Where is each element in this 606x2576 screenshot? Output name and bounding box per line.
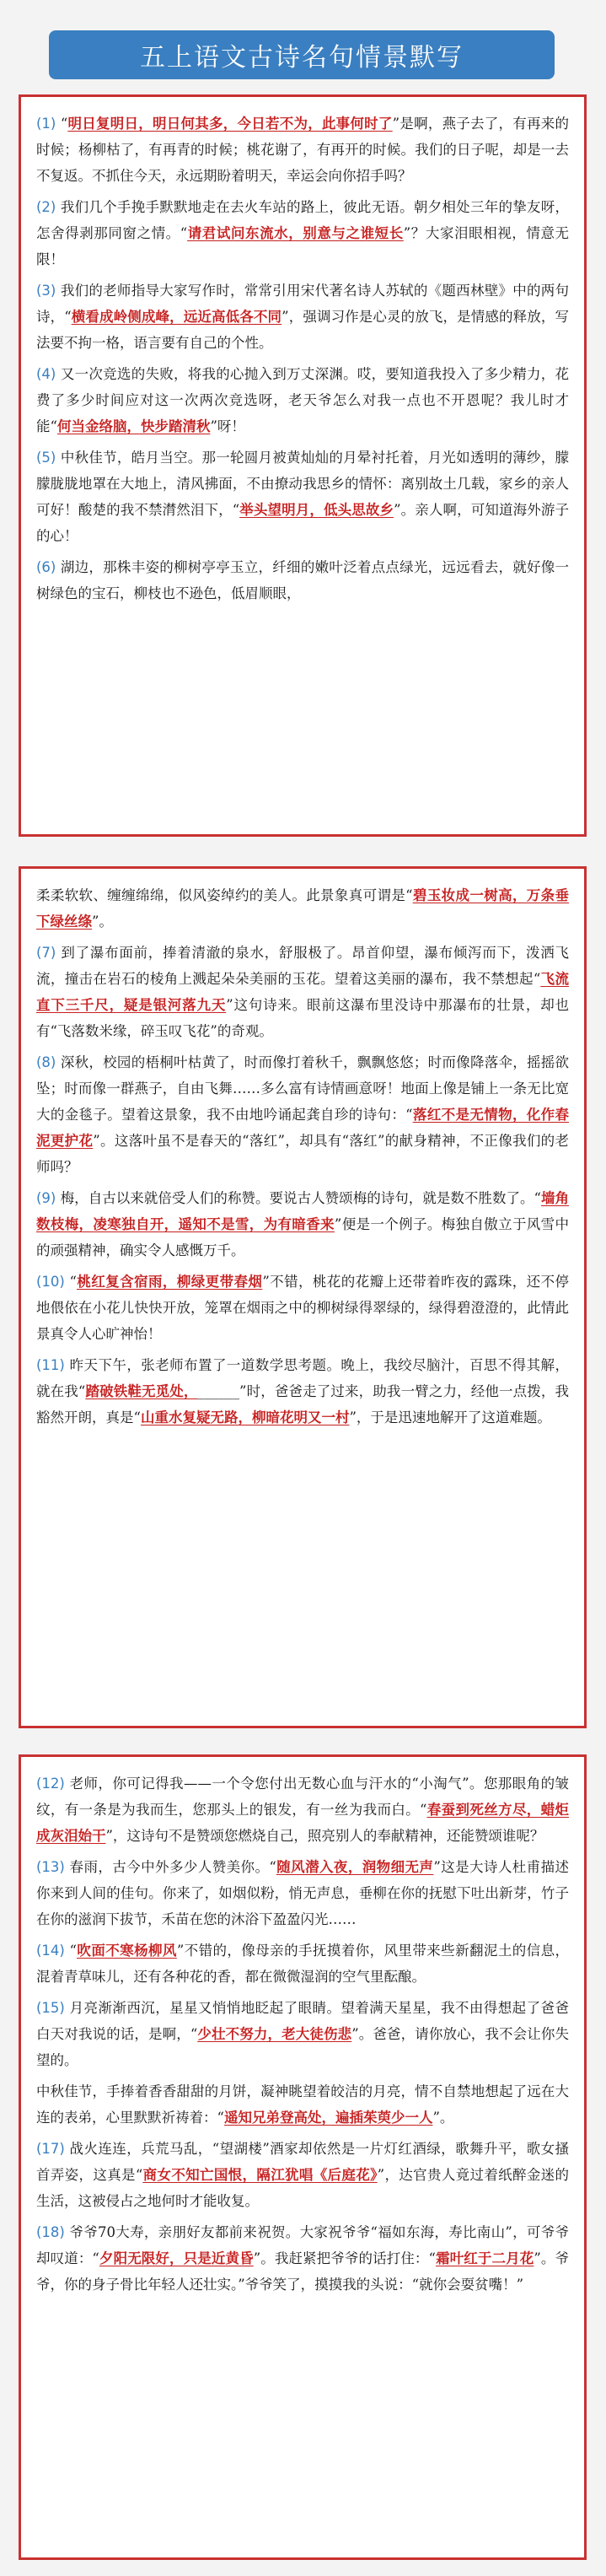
body-text: “ [180, 225, 188, 241]
item-number: (12) [36, 1776, 65, 1792]
body-text: ”是啊，燕子去了，有再来的时候；杨柳枯了，有再青的时候；桃花谢了，有再开的时候。我们的日子呢，却是一去不复返。不抓住今天，永远期盼着明天，幸运会向你招手吗？ [36, 116, 570, 184]
body-text: 湖边，那株丰姿的柳树亭亭玉立，纤细的嫩叶泛着点点绿光，远远看去，就好像一树绿色的宝石，柳枝也不逊色，低眉顺眼， [36, 559, 570, 601]
body-text: ”呀！ [210, 418, 245, 434]
body-text: ”。我赶紧把爷爷的话打住：“ [253, 2250, 436, 2266]
item-number: (11) [36, 1357, 65, 1373]
body-text: 我们的老师指导大家写作时，常常引用宋代著名诗人苏轼的《题西林壁》中的两句诗，“ [36, 283, 570, 325]
body-text: 梅，自古以来就倍受人们的称赞。要说古人赞颂梅的诗句，就是数不胜数了。“ [60, 1190, 541, 1206]
poem-quote: 春蚕到死丝方尽，蜡炬成灰泪始干 [36, 1802, 569, 1844]
body-text: ”不错的，像母亲的手抚摸着你，风里带来些新翻泥土的信息，混着青草味儿，还有各种花的香，都在微微湿润的空气里酝酿。 [36, 1943, 570, 1985]
item-number: (10) [36, 1274, 65, 1290]
poem-quote: 飞流直下三千尺，疑是银河落九天 [36, 971, 570, 1013]
item-number: (9) [36, 1190, 56, 1206]
poem-quote: 吹面不寒杨柳风 [76, 1943, 177, 1959]
paragraph [36, 1269, 569, 1347]
poem-quote: 桃红复含宿雨，柳绿更带春烟 [76, 1274, 263, 1290]
body-text: ”。 [92, 913, 113, 930]
body-text: ”？大家泪眼相视，情意无限！ [36, 225, 570, 267]
poem-quote: 踏破铁鞋无觅处， [85, 1383, 198, 1399]
poem-quote: 碧玉妆成一树高，万条垂下绿丝绦 [36, 887, 570, 930]
body-text: 深秋，校园的梧桐叶枯黄了，时而像打着秋千，飘飘悠悠；时而像降落伞，摇摇欲坠；时而像一群燕子，自由飞舞……多么富有诗情画意呀！地面上像是铺上一条无比宽大的金毯子。望着这景象，我不由地吟诵起龚自珍的诗句：“ [36, 1054, 570, 1123]
item-number: (15) [36, 2000, 65, 2016]
poem-quote: 夕阳无限好，只是近黄昏 [99, 2250, 254, 2266]
paragraph [36, 940, 569, 1044]
paragraph [36, 194, 569, 272]
poem-quote: 商女不知亡国恨，隔江犹唱《后庭花》 [142, 2167, 378, 2183]
poem-quote: 随风潜入夜，润物细无声 [276, 1859, 434, 1875]
poem-quote: 墙角数枝梅，凌寒独自开，遥知不是雪，为有暗香来 [36, 1190, 570, 1232]
paragraph [36, 1352, 569, 1431]
paragraph [36, 554, 569, 606]
body-text: ”这句诗来。眼前这瀑布里没诗中那瀑布的壮景，却也有“飞落数米缘，碎玉叹飞花”的奇观。 [36, 997, 570, 1039]
paragraph [36, 110, 569, 189]
item-number: (17) [36, 2141, 65, 2157]
poem-quote: 落红不是无情物，化作春泥更护花 [36, 1107, 570, 1149]
item-number: (18) [36, 2224, 65, 2240]
poem-quote: 举头望明月，低头思故乡 [239, 502, 394, 518]
poem-quote: 请君试问东流水，别意与之谁短长 [187, 225, 404, 241]
body-text: ______”时，爸爸走了过来，助我一臂之力，经他一点拨，我豁然开朗，真是“ [36, 1383, 570, 1425]
body-text: 昨天下午，张老师布置了一道数学思考题。晚上，我绞尽脑汁，百思不得其解，就在我“ [36, 1357, 569, 1399]
poem-quote: 横看成岭侧成峰，远近高低各不同 [71, 309, 282, 325]
body-text: ”不错，桃花的花瓣上还带着昨夜的露珠，还不停地偎依在小花儿快快开放，笼罩在烟雨之中的柳树绿得翠绿的，绿得碧澄澄的，此情此景真令人心旷神怡！ [36, 1274, 570, 1342]
paragraph [36, 361, 569, 439]
poem-quote: 少壮不努力，老大徒伤悲 [197, 2026, 352, 2042]
body-text: ”，这诗句不是赞颂您燃烧自己，照亮别人的奉献精神，还能赞颂谁呢？ [105, 1828, 544, 1844]
paragraph [36, 1049, 569, 1180]
body-text: 战火连连，兵荒马乱，“望湖楼”酒家却依然是一片灯红酒绿，歌舞升平，歌女搔首弄姿，这真是“ [36, 2141, 570, 2183]
item-number: (1) [36, 116, 56, 132]
item-number: (13) [36, 1859, 65, 1875]
paragraph [36, 1185, 569, 1264]
body-text: ”，于是迅速地解开了这道难题。 [349, 1409, 551, 1425]
poem-quote: 何当金络脑，快步踏清秋 [56, 418, 211, 434]
body-text: ”。亲人啊，可知道海外游子的心！ [36, 502, 570, 544]
paragraph [36, 2078, 569, 2131]
text-panel-3 [19, 1754, 587, 2560]
text-panel-1 [19, 94, 587, 837]
body-text: 柔柔软软、缠缠绵绵，似风姿绰约的美人。此景象真可谓是“ [36, 887, 413, 903]
body-text: ”。爷爷，你的身子骨比年轻人还壮实。”爷爷笑了，摸摸我的头说：“就你会耍贫嘴！” [36, 2250, 570, 2293]
body-text: 到了瀑布面前，捧着清澈的泉水，舒服极了。昂首仰望，瀑布倾泻而下，泼洒飞流，撞击在岩石的棱角上溅起朵朵美丽的玉花。望着这美丽的瀑布，我不禁想起“ [36, 945, 569, 987]
body-text: ”这是大诗人杜甫描述你来到人间的佳句。你来了，如烟似粉，悄无声息，垂柳在你的抚慰下吐出新芽，竹子在你的滋润下拔节，禾苗在您的沐浴下盈盈闪光…… [36, 1859, 570, 1927]
paragraph [36, 278, 569, 356]
body-text: ”。这落叶虽不是春天的“落红”，却具有“落红”的献身精神，不正像我们的老师吗？ [36, 1133, 569, 1175]
body-text: 中秋佳节，手捧着香香甜甜的月饼，凝神眺望着皎洁的月亮，情不自禁地想起了远在大连的表弟，心里默默祈祷着：“ [36, 2083, 569, 2126]
item-number: (3) [36, 283, 56, 299]
body-text: 又一次竞选的失败，将我的心抛入到万丈深渊。哎，要知道我投入了多少精力，花费了多少时间应对这一次两次竞选呀，老天爷怎么对我一点也不开恩呢？我儿时才能“ [36, 366, 570, 434]
paragraph [36, 1937, 569, 1990]
body-text: ”。爸爸，请你放心，我不会让你失望的。 [36, 2026, 570, 2068]
body-text: 爷爷70大寿，亲朋好友都前来祝贺。大家祝爷爷“福如东海，寿比南山”，可爷爷却叹道：“ [36, 2224, 569, 2266]
body-text: 月亮渐渐西沉，星星又悄悄地眨起了眼睛。望着满天星星，我不由得想起了爸爸白天对我说的话，是啊，“ [36, 2000, 569, 2042]
paragraph [36, 1995, 569, 2073]
paragraph [36, 445, 569, 549]
item-number: (8) [36, 1054, 56, 1070]
body-text: 我们几个手挽手默默地走在去火车站的路上，彼此无语。朝夕相处三年的挚友呀，怎舍得剥那同窗之情。 [36, 199, 570, 241]
body-text: ”。 [432, 2110, 454, 2126]
paragraph [36, 1854, 569, 1932]
paragraph [36, 882, 569, 935]
body-text: “ [69, 1274, 77, 1290]
body-text: 春雨，古今中外多少人赞美你。“ [69, 1859, 276, 1875]
body-text: 中秋佳节，皓月当空。那一轮圆月被黄灿灿的月晕衬托着，月光如透明的薄纱，朦朦胧胧地罩在大地上，清风拂面，不由撩动我思乡的情怀：离别故土几载，家乡的亲人可好！酸楚的我不禁潸然泪下，“ [36, 450, 570, 518]
item-number: (7) [36, 945, 56, 961]
paragraph [36, 2136, 569, 2214]
item-number: (4) [36, 366, 56, 382]
paragraph [36, 2219, 569, 2298]
body-text: ”，强调习作是心灵的放飞，是情感的释放，写法要不拘一格，语言要有自己的个性。 [36, 309, 570, 351]
paragraph [36, 1770, 569, 1849]
item-number: (6) [36, 559, 56, 575]
poem-quote: 霜叶红于二月花 [435, 2250, 534, 2266]
body-text: “ [60, 116, 68, 132]
item-number: (5) [36, 450, 56, 466]
poem-quote: 遥知兄弟登高处，遍插茱萸少一人 [223, 2110, 433, 2126]
body-text: ”便是一个例子。梅独自傲立于风雪中的顽强精神，确实令人感慨万千。 [36, 1216, 570, 1258]
poem-quote: 山重水复疑无路，柳暗花明又一村 [140, 1409, 350, 1425]
item-number: (14) [36, 1943, 65, 1959]
body-text: 老师，你可记得我——一个令您付出无数心血与汗水的“小淘气”。您那眼角的皱纹，有一条是为我而生，您那头上的银发，有一丝为我而白。“ [36, 1776, 570, 1818]
poem-quote: 明日复明日，明日何其多，今日若不为，此事何时了 [67, 116, 393, 132]
item-number: (2) [36, 199, 56, 215]
body-text: “ [69, 1943, 77, 1959]
text-panel-2 [19, 866, 587, 1728]
body-text: ”，达官贵人竟过着纸醉金迷的生活，这被侵占之地何时才能收复。 [36, 2167, 570, 2209]
page-title: 五上语文古诗名句情景默写 [49, 30, 555, 79]
